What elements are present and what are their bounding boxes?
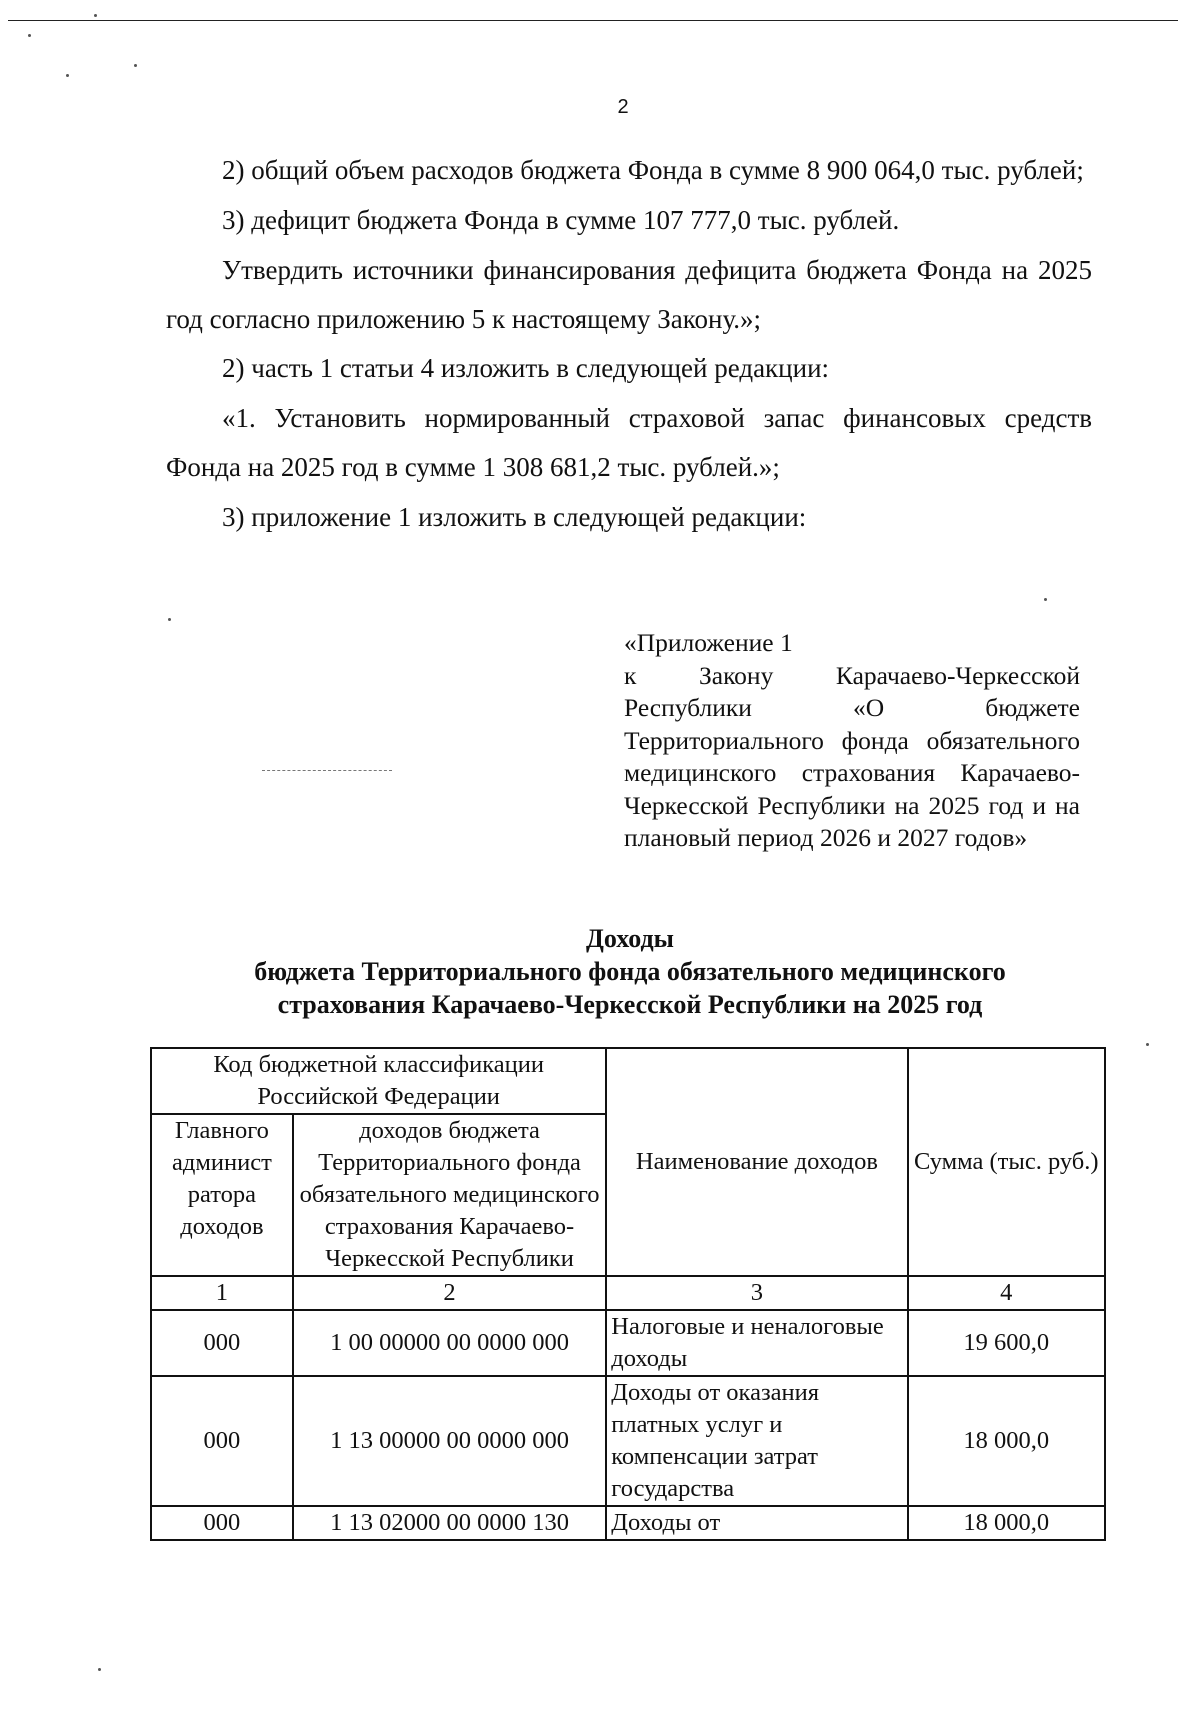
cell-admin: 000 <box>151 1310 293 1376</box>
table-row <box>151 1376 1105 1506</box>
paragraph-reserve: «1. Установить нормированный страховой запас финансовых средств Фонда на 2025 год в сумме 1 308 681,2 тыс. рублей.»; <box>166 403 1092 482</box>
header-budget-classification: Код бюджетной классификации Российской Федерации <box>151 1048 606 1114</box>
scan-speck <box>98 1668 101 1671</box>
scan-speck <box>1044 598 1047 601</box>
paragraph-appendix1: 3) приложение 1 изложить в следующей редакции: <box>222 502 807 532</box>
top-border-line <box>8 20 1178 21</box>
paragraph-deficit: 3) дефицит бюджета Фонда в сумме 107 777,0 тыс. рублей. <box>222 205 900 235</box>
title-line-1: Доходы <box>586 924 674 953</box>
table-row <box>151 1310 1105 1376</box>
cell-sum: 18 000,0 <box>908 1506 1105 1540</box>
header-main-administrator: Главного админист ратора доходов <box>151 1114 293 1276</box>
title-line-3: страхования Карачаево-Черкесской Республики на 2025 год <box>277 990 983 1019</box>
body-text <box>166 146 1092 542</box>
column-number: 1 <box>151 1276 293 1310</box>
paragraph-article4: 2) часть 1 статьи 4 изложить в следующей редакции: <box>222 353 830 383</box>
scan-artifact-dash <box>262 770 392 771</box>
paragraph-expenses: 2) общий объем расходов бюджета Фонда в сумме 8 900 064,0 тыс. рублей; <box>222 155 1084 185</box>
header-income-name: Наименование доходов <box>606 1048 907 1276</box>
cell-sum: 18 000,0 <box>908 1376 1105 1506</box>
scan-speck <box>1146 1043 1149 1046</box>
cell-name: Доходы от <box>606 1506 907 1540</box>
table-number-row <box>151 1276 1105 1310</box>
title-line-2: бюджета Территориального фонда обязательного медицинского <box>254 957 1006 986</box>
header-fund-income-code: доходов бюджета Территориального фонда обязательного медицинского страхования Карачаево-Черкесской Республики <box>293 1114 606 1276</box>
scan-speck <box>168 618 171 621</box>
page-number: 2 <box>617 96 629 118</box>
table-row <box>151 1506 1105 1540</box>
appendix-description: к Закону Карачаево-Черкесской Республики «О бюджете Территориального фонда обязательного медицинского страхования Карачаево-Черкесской Республики на 2025 год и на плановый период 2026 и 2027 годов» <box>624 660 1080 852</box>
scan-speck <box>94 14 97 17</box>
appendix-caption <box>624 627 1080 855</box>
scan-speck <box>28 34 31 37</box>
cell-admin: 000 <box>151 1376 293 1506</box>
document-title <box>170 922 1090 1021</box>
paragraph-sources: Утвердить источники финансирования дефицита бюджета Фонда на 2025 год согласно приложению 5 к настоящему Закону.»; <box>166 255 1092 334</box>
cell-name: Доходы от оказания платных услуг и компенсации затрат государства <box>606 1376 907 1506</box>
income-table <box>150 1047 1106 1541</box>
column-number: 3 <box>606 1276 907 1310</box>
cell-sum: 19 600,0 <box>908 1310 1105 1376</box>
column-number: 2 <box>293 1276 606 1310</box>
cell-name: Налоговые и неналоговые доходы <box>606 1310 907 1376</box>
header-sum: Сумма (тыс. руб.) <box>908 1048 1105 1276</box>
cell-code: 1 13 00000 00 0000 000 <box>293 1376 606 1506</box>
appendix-title: «Приложение 1 <box>624 628 793 657</box>
table-header-row <box>151 1048 1105 1114</box>
column-number: 4 <box>908 1276 1105 1310</box>
scan-speck <box>66 74 69 77</box>
cell-code: 1 13 02000 00 0000 130 <box>293 1506 606 1540</box>
scan-speck <box>134 64 137 67</box>
cell-code: 1 00 00000 00 0000 000 <box>293 1310 606 1376</box>
cell-admin: 000 <box>151 1506 293 1540</box>
